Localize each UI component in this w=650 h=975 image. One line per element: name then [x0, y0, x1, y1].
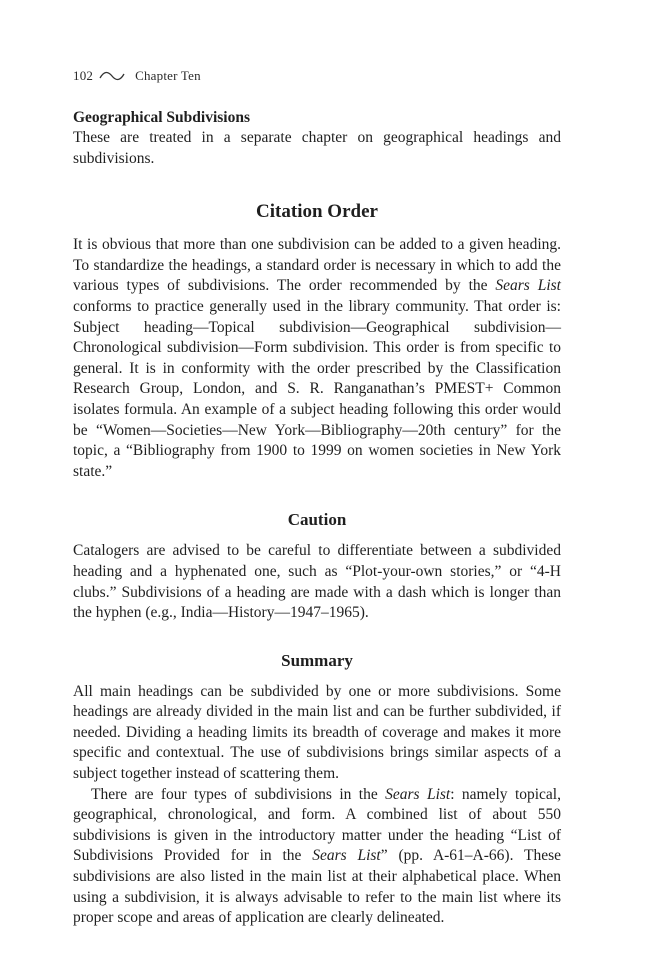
chapter-label: Chapter Ten [135, 68, 201, 83]
book-page [73, 66, 561, 929]
caution-paragraph: Catalogers are advised to be careful to differentiate between a subdivided heading and a hyphenated one, such as “Plot-your-own stories,” or “4-H clubs.” Subdivisions of a heading are made with a dash which is longer than the hyphen (e.g., India—History—1947–1965). [73, 542, 561, 622]
summary-text-part-3: ” (pp. A-61–A-66). These subdivisions are also listed in the main list at their alphabetical place. When using a subdivision, it is always advisable to refer to the main list where its proper scope and areas of application are clearly delineated. [73, 847, 561, 927]
citation-text-part-2: conforms to practice generally used in the library community. That order is: Subject heading—Topical subdivision—Geographical subdivision—Chronological subdivision—Form subdivision. This order is from specific to general. It is in conformity with the order prescribed by the Classification Research Group, London, and S. R. Ranganathan’s PMEST+ Common isolates formula. An example of a subject heading following this order would be “Women—Societies—New York—Bibliography—20th century” for the topic, a “Bibliography from 1900 to 1999 on women societies in New York state.” [73, 297, 561, 480]
geographical-subdivisions-text: These are treated in a separate chapter on geographical headings and subdivisions. [73, 129, 561, 167]
summary-text-part-2: : namely topical, geographical, chronological, and form. A combined list of about 550 subdivisions is given in the introductory matter under the heading “List of Subdivisions Provided for in the [73, 785, 561, 865]
caution-heading: Caution [287, 510, 347, 530]
sears-list-title: Sears List [312, 847, 381, 865]
running-head [73, 66, 561, 86]
sears-list-title: Sears List [495, 277, 561, 295]
geographical-subdivisions-heading: Geographical Subdivisions [73, 109, 251, 126]
page-number: 102 [73, 68, 94, 83]
tilde-swash-ornament-icon [99, 70, 125, 82]
citation-order-paragraph [73, 235, 561, 482]
summary-paragraph-2 [73, 785, 561, 929]
summary-paragraph-1: All main headings can be subdivided by one or more subdivisions. Some headings are already divided in the main list and can be further subdivided, if needed. Dividing a heading limits its breadth of coverage and makes it more specific and contextual. The use of subdivisions brings similar aspects of a subject together instead of scattering them. [73, 682, 561, 783]
summary-heading: Summary [281, 650, 353, 670]
summary-text-part-1: There are four types of subdivisions in the [91, 785, 386, 803]
citation-order-heading: Citation Order [256, 201, 378, 223]
sears-list-title: Sears List [385, 785, 451, 803]
citation-text-part-1: It is obvious that more than one subdivision can be added to a given heading. To standardize the headings, a standard order is necessary in which to add the various types of subdivisions. The order recommended by the [73, 236, 561, 295]
